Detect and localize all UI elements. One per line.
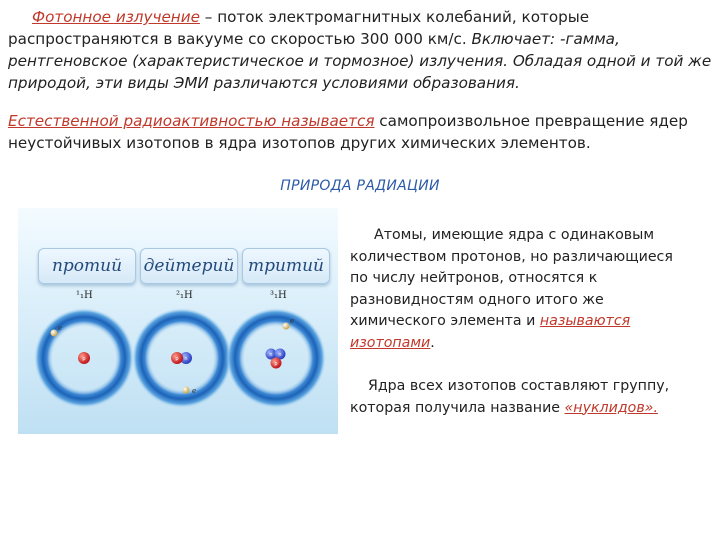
photon-radiation-text: поток электромагнитных колебаний, которые распространяются в вакууме со скоростью 300 000 км/с. xyxy=(8,8,590,48)
protium-electron xyxy=(51,330,58,337)
tritium-electron xyxy=(283,323,290,330)
photon-radiation-paragraph: Фотонное излучение – поток электромагнитных колебаний, которые распространяются в вакууме со скоростью 300 000 км/с. Включает: -гамма, рентгеновское (характеристическое и тормозное) излучения. Обладая одной и той же природой, эти виды ЭМИ различаются условиями образования. xyxy=(8,8,712,92)
isotopes-definition: Атомы, имеющие ядра с одинаковым количеством протонов, но различающиеся по числу нейтронов, относятся к разновидностям одного итого же химического элемента и называются изотопами. xyxy=(350,227,673,351)
isotope-symbol-tritium: ³₁H xyxy=(270,290,287,301)
deuterium-proton-mark: p xyxy=(175,356,179,362)
nuclides-definition: Ядра всех изотопов составляют группу, которая получила название «нуклидов». xyxy=(350,378,670,416)
tritium-proton-mark: p xyxy=(274,361,278,367)
isotope-symbol-protium: ¹₁H xyxy=(76,290,93,301)
photon-radiation-italic-text: Включает: -гамма, рентгеновское (характеристическое и тормозное) излучения. Обладая одной и той же природой, эти виды ЭМИ различаются условиями образования. xyxy=(8,30,712,92)
isotope-symbol-deuterium: ²₁H xyxy=(176,290,193,301)
tritium-neutron-mark-2: n xyxy=(278,352,282,358)
deuterium-atom xyxy=(132,308,232,408)
atom-diagrams xyxy=(18,208,338,434)
protium-proton-mark: p xyxy=(82,356,86,362)
tritium-atom xyxy=(226,308,326,408)
photon-radiation-term: Фотонное излучение xyxy=(32,8,200,26)
deuterium-electron-mark: e xyxy=(192,387,197,395)
natural-radioactivity-paragraph xyxy=(8,110,712,154)
label-protium: протий xyxy=(38,248,136,284)
nuclides-term: «нуклидов». xyxy=(564,399,658,416)
hydrogen-isotopes-figure xyxy=(18,208,338,434)
label-tritium: тритий xyxy=(242,248,330,284)
tritium-electron-mark: e xyxy=(290,317,295,325)
section-heading: ПРИРОДА РАДИАЦИИ xyxy=(280,178,440,194)
deuterium-neutron-mark: n xyxy=(184,356,188,362)
natural-radioactivity-term: Естественной радиоактивностью называется xyxy=(8,112,375,130)
natural-radioactivity-text: самопроизвольное превращение ядер неустойчивых изотопов в ядра изотопов других химических элементов. xyxy=(8,112,688,152)
isotopes-term: называются изотопами xyxy=(350,313,631,351)
tritium-neutron-mark-1: n xyxy=(269,352,273,358)
protium-electron-mark: e xyxy=(58,324,63,332)
label-deuterium: дейтерий xyxy=(140,248,238,284)
deuterium-electron xyxy=(183,387,190,394)
